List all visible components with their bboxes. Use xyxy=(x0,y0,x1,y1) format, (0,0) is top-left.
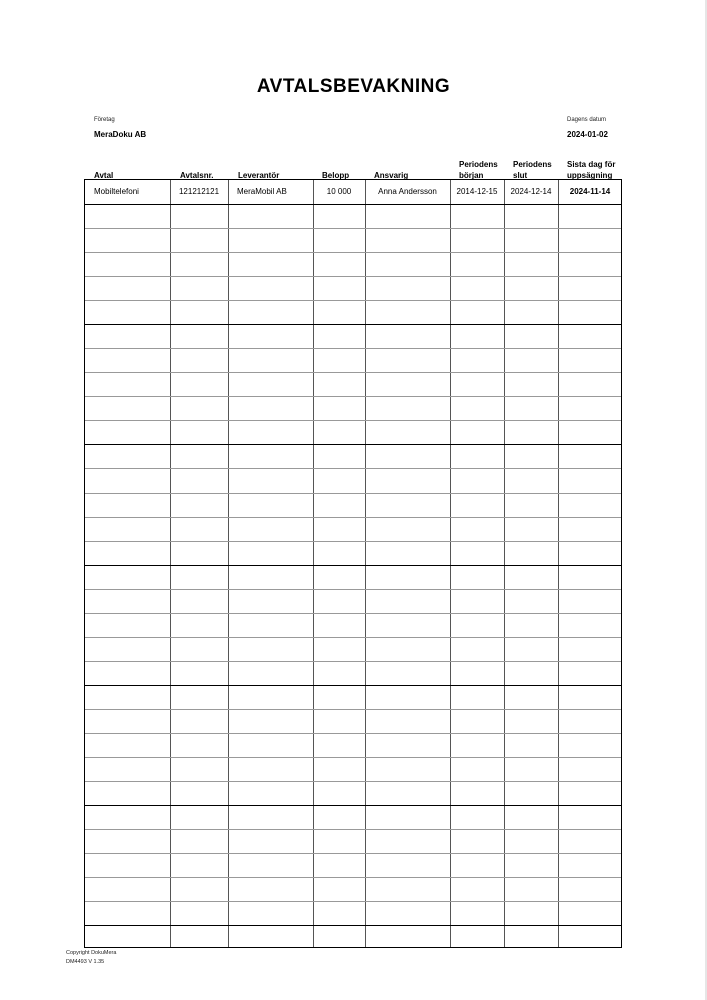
row-divider xyxy=(85,901,621,902)
header-sista-dag-line2: uppsägning xyxy=(567,171,613,180)
table-row xyxy=(85,180,623,204)
row-divider xyxy=(85,444,621,445)
row-divider xyxy=(85,589,621,590)
row-divider xyxy=(85,300,621,301)
row-divider xyxy=(85,853,621,854)
row-divider xyxy=(85,252,621,253)
row-divider xyxy=(85,757,621,758)
column-divider xyxy=(313,180,314,947)
row-divider xyxy=(85,324,621,325)
column-divider xyxy=(558,180,559,947)
column-divider xyxy=(170,180,171,947)
cell-periodens-slut: 2024-12-14 xyxy=(510,187,552,196)
row-divider xyxy=(85,493,621,494)
header-periodens-borjan-line2: början xyxy=(459,171,484,180)
cell-ansvarig: Anna Andersson xyxy=(378,187,437,196)
row-divider xyxy=(85,829,621,830)
row-divider xyxy=(85,733,621,734)
header-belopp: Belopp xyxy=(322,171,350,180)
cell-avtal: Mobiltelefoni xyxy=(94,187,139,196)
company-label: Företag xyxy=(94,117,115,123)
row-divider xyxy=(85,781,621,782)
header-periodens-borjan xyxy=(459,159,498,181)
cell-avtalsnr: 121212121 xyxy=(178,187,220,196)
row-divider xyxy=(85,420,621,421)
cell-belopp: 10 000 xyxy=(326,187,352,196)
date-value: 2024-01-02 xyxy=(567,130,608,139)
header-avtal: Avtal xyxy=(94,171,114,180)
row-divider xyxy=(85,661,621,662)
row-divider xyxy=(85,685,621,686)
row-divider xyxy=(85,637,621,638)
row-divider xyxy=(85,877,621,878)
row-divider xyxy=(85,372,621,373)
column-divider xyxy=(504,180,505,947)
header-periodens-slut-line2: slut xyxy=(513,171,528,180)
row-divider xyxy=(85,468,621,469)
column-divider xyxy=(228,180,229,947)
row-divider xyxy=(85,517,621,518)
cell-sista-dag: 2024-11-14 xyxy=(569,187,611,196)
row-divider xyxy=(85,348,621,349)
cell-leverantor: MeraMobil AB xyxy=(237,187,287,196)
header-periodens-slut xyxy=(513,159,552,181)
header-avtalsnr: Avtalsnr. xyxy=(180,171,214,180)
contracts-table xyxy=(84,179,622,948)
row-divider xyxy=(85,925,621,926)
cell-periodens-borjan: 2014-12-15 xyxy=(456,187,498,196)
header-leverantor: Leverantör xyxy=(238,171,280,180)
row-divider xyxy=(85,204,621,205)
header-ansvarig: Ansvarig xyxy=(374,171,409,180)
row-divider xyxy=(85,709,621,710)
company-value: MeraDoku AB xyxy=(94,130,147,139)
version-text: DM4493 V 1.35 xyxy=(66,959,105,965)
row-divider xyxy=(85,276,621,277)
column-divider xyxy=(365,180,366,947)
header-periodens-slut-line1: Periodens xyxy=(513,160,552,169)
column-divider xyxy=(450,180,451,947)
row-divider xyxy=(85,613,621,614)
row-divider xyxy=(85,228,621,229)
row-divider xyxy=(85,805,621,806)
header-sista-dag xyxy=(567,159,615,181)
date-label: Dagens datum xyxy=(567,117,607,123)
row-divider xyxy=(85,565,621,566)
row-divider xyxy=(85,396,621,397)
page-title: AVTALSBEVAKNING xyxy=(256,76,451,97)
row-divider xyxy=(85,541,621,542)
copyright-text: Copyright DokuMera xyxy=(66,950,117,956)
header-periodens-borjan-line1: Periodens xyxy=(459,160,498,169)
header-sista-dag-line1: Sista dag för xyxy=(567,160,616,169)
